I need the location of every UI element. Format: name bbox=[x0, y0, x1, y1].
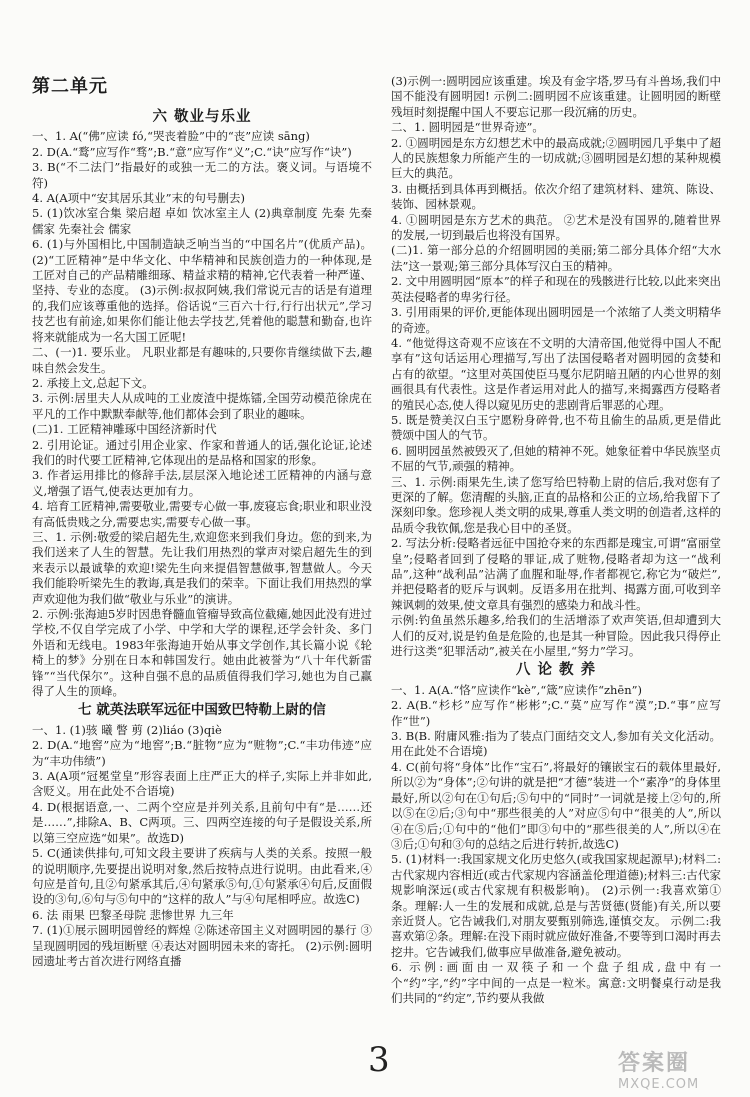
answer-line: 4. C(前句将“身体”比作“宝石”,将最好的镶嵌宝石的载体里最好,所以②为“身体”;②句讲的就是把“才德”装进一个“素净”的身体里最好,所以②句在①句后;⑤句中的“同时”一词就是接上②句的,所以⑤在②后;③句中“那些很美的人”对应⑤句中“很美的人”,所以④在⑤后;①句中的“他们”即③句中的“那些很美的人”,所以④在③后;①句和③句的总结之后进行转折,故选C) bbox=[391, 759, 721, 851]
answer-line: 3. 由概括到具体再到概括。依次介绍了建筑材料、建筑、陈设、装饰、园林景观。 bbox=[391, 181, 721, 212]
answer-line: 3. A(A项“冠冕堂皇”形容表面上庄严正大的样子,实际上并非如此,含贬义。用在此处不合语境) bbox=[32, 769, 372, 799]
answer-line: 4. 培育工匠精神,需要敬业,需要专心做一事,废寝忘食;职业和职业没有高低贵贱之分,需要忠实,需要专心做一事。 bbox=[32, 499, 372, 529]
answer-line: 7. (1)①展示圆明园曾经的辉煌 ②陈述帝国主义对圆明园的暴行 ③呈现圆明园的残垣断壁 ④表达对圆明园未来的寄托。 (2)示例:圆明园遗址考古首次进行网络直播 bbox=[32, 923, 372, 968]
watermark-logo bbox=[618, 1046, 728, 1092]
answer-line: 2. 文中用圆明园“原本”的样子和现在的残骸进行比较,以此来突出英法侵略者的卑劣行径。 bbox=[391, 274, 721, 304]
answer-line: 2. A(B.“杉杉”应写作“彬彬”;C.“莫”应写作“漠”;D.“事”应写作“世”) bbox=[391, 698, 721, 728]
answer-line: 2. D(A.“地窖”应为“地窖”;B.“脏物”应为“赃物”;C.“丰功伟迹”应为“丰功伟绩”) bbox=[32, 738, 372, 768]
unit-title: 第二单元 bbox=[32, 76, 108, 97]
right-column bbox=[391, 74, 721, 1006]
answer-line: 2. 承接上文,总起下文。 bbox=[32, 375, 154, 390]
answer-line: (二)1. 第一部分总的介绍圆明园的美丽;第二部分具体介绍“大水法”这一景观;第三部分具体写汉白玉的精神。 bbox=[391, 243, 721, 273]
answer-line: 一、1. A(A.“恪”应读作“kè”,“箴”应读作“zhēn”) bbox=[391, 682, 643, 697]
answer-line: 2. 写法分析:侵略者远征中国抢夺来的东西都是瑰宝,可谓“富丽堂皇”;侵略者回到了侵略的罪证,成了赃物,侵略者却为这一“战利品”,这种“战利品”沾满了血腥和耻辱,作者都视它,称它为“破烂”,并把侵略者的贬斥与讽刺。反语多用在批判、揭露方面,可收到辛辣讽刺的效果,使文章具有强烈的感染力和战斗性。 bbox=[391, 536, 721, 612]
left-column bbox=[32, 72, 372, 969]
answer-line: 2. 示例:张海迪5岁时因患脊髓血管瘤导致高位截瘫,她因此没有进过学校,不仅自学完成了小学、中学和大学的课程,还学会针灸、多门外语和无线电。1983年张海迪开始从事文学创作,其长篇小说《轮椅上的梦》分别在日本和韩国发行。她由此被誉为“八十年代新雷锋”“当代保尔”。这种自强不息的品质值得我们学习,她也为自己赢得了人生的顶峰。 bbox=[32, 607, 372, 699]
answer-line: 3. B(B. 附庸风雅:指为了装点门面结交文人,参加有关文化活动。用在此处不合语境) bbox=[391, 729, 721, 759]
watermark-url: MXQE.COM bbox=[618, 1077, 700, 1092]
answer-line: 3. 示例:居里夫人从成吨的工业废渣中提炼镭,全国劳动模范徐虎在平凡的工作中默默奉献等,他们都体会到了职业的趣味。 bbox=[32, 391, 372, 421]
answer-line: 三、1. 示例:雨果先生,读了您写给巴特勒上尉的信后,我对您有了更深的了解。您清醒的头脑,正直的品格和公正的立场,给我留下了深刻印象。您珍视人类文明的成果,尊重人类文明的创造者,这样的品质令我钦佩,您是我心目中的圣贤。 bbox=[391, 474, 721, 535]
answer-line: 5. (1)材料一:我国家规文化历史悠久(或我国家规起源早);材料二:古代家规内容相近(或古代家规内容涵盖伦理道德);材料三:古代家规影响深远(或古代家规有积极影响)。 (2)示例一:我喜欢第①条。理解:人一生的发展和成就,总是与苦贤德(贤能)有关,所以要亲近贤人。它告诫我们,对朋友要甄别筛选,谨慎交友。 示例二:我喜欢第②条。理解:在没下雨时就应做好准备,不要等到口渴时再去挖井。它告诫我们,做事应早做准备,避免被动。 bbox=[391, 852, 721, 959]
section-title-7: 七 就英法联军远征中国致巴特勒上尉的信 bbox=[78, 702, 326, 719]
watermark-text: 答案圈 bbox=[618, 1051, 691, 1076]
section-title-8: 八 论 教 养 bbox=[515, 662, 597, 679]
answer-line: 三、1. 示例:敬爱的梁启超先生,欢迎您来到我们身边。您的到来,为我们送来了人生的智慧。先让我们用热烈的掌声对梁启超先生的到来表示以最诚挚的欢迎!梁先生向来提倡智慧做事,智慧做人。今天我们能聆听梁先生的教诲,真是我们的荣幸。下面让我们用热烈的掌声欢迎他为我们做“敬业与乐业”的演讲。 bbox=[32, 529, 372, 606]
answer-line: 5. 既是赞美汉白玉宁愿粉身碎骨,也不苟且偷生的品质,更是借此赞颂中国人的气节。 bbox=[391, 412, 721, 443]
answer-line: 4. A(A项中“安其居乐其业”末的句号删去) bbox=[32, 191, 245, 206]
answer-line: 5. (1)饮冰室合集 梁启超 卓如 饮冰室主人 (2)典章制度 先秦 先秦儒家 先秦社会 儒家 bbox=[32, 206, 372, 236]
answer-line: 二、(一)1. 要乐业。 凡职业都是有趣味的,只要你肯继续做下去,趣味自然会发生。 bbox=[32, 345, 372, 375]
answer-line: 示例:钓鱼虽然乐趣多,给我们的生活增添了欢声笑语,但却遭到大人们的反对,说是钓鱼是危险的,也是其一种冒险。因此我只得停止进行这类“犯罪活动”,被关在小屋里,“努力”学习。 bbox=[391, 613, 721, 659]
answer-line: 4. “他觉得这奇观不应该在不文明的大清帝国,他觉得中国人不配享有”这句话运用心理描写,写出了法国侵略者对圆明园的贪婪和占有的欲望。“这里对英国使臣马戛尔尼阴暗丑陋的内心世界的刻画很具有代表性。这是作者运用对此人的描写,来揭露西方侵略者的殖民心态,使人得以窥见历史的悲剧背后罪恶的心理。 bbox=[391, 335, 721, 412]
section-title-6: 六 敬业与乐业 bbox=[152, 109, 252, 125]
answer-line: 一、1. A(“佛”应读 fó,“哭丧着脸”中的“丧”应读 sāng) bbox=[32, 129, 310, 144]
answer-line: 2. 引用论证。通过引用企业家、作家和普通人的话,强化论证,论述我们的时代要工匠精神,它体现出的是品格和国家的形象。 bbox=[32, 437, 372, 467]
answer-line: 6. 圆明园虽然被毁灭了,但她的精神不死。她象征着中华民族坚贞不屈的气节,顽强的精神。 bbox=[391, 443, 721, 474]
answer-line: 6. 法 雨果 巴黎圣母院 悲惨世界 九三年 bbox=[32, 907, 234, 922]
answer-line: 6. 示例:画面由一双筷子和一个盘子组成,盘中有一个“约”字,“约”字中间的一点是一粒米。寓意:文明餐桌行动是我们共同的“约定”,节约要从我做 bbox=[391, 960, 721, 1005]
answer-line: 2. ①圆明园是东方幻想艺术中的最高成就;②圆明园几乎集中了超人的民族想象力所能产生的一切成就;③圆明园是幻想的某种规模巨大的典范。 bbox=[391, 135, 721, 181]
answer-line: (二)1. 工匠精神雕琢中国经济新时代 bbox=[32, 422, 217, 437]
answer-line: (3)示例一:圆明园应该重建。埃及有金字塔,罗马有斗兽场,我们中国不能没有圆明园! 示例二:圆明园不应该重建。让圆明园的断壁残垣时刻提醒中国人不要忘记那一段沉痛的历史。 bbox=[391, 74, 721, 119]
answer-line: 6. (1)与外国相比,中国制造缺乏响当当的“中国名片”(优质产品)。 (2)“工匠精神”是中华文化、中华精神和民族创造力的一种体现,是工匠对自己的产品精雕细琢、精益求精的精神,它代表着一种严谨、坚持、专业的态度。 (3)示例:叔叔阿姨,我们常说元吉的话是有道理的,我们应该尊重他的选择。俗话说“三百六十行,行行出状元”,学习技艺也有前途,如果你们能让他去学技艺,凭着他的聪慧和勤奋,也许将来就能成为一名大国工匠呢! bbox=[32, 237, 372, 344]
answer-line: 二、1. 圆明园是“世界奇迹”。 bbox=[391, 120, 544, 135]
page-number: 3 bbox=[368, 1040, 390, 1080]
answer-line: 5. C(通读供排句,可知文段主要讲了疾病与人类的关系。按照一般的说明顺序,先要提出说明对象,然后按特点进行说明。由此看来,④句应是首句,且②句紧承其后,④句紧承⑤句,①句紧承④句后,反面假设的③句,⑥句与⑤句中的“这样的敌人”与④句尾相呼应。故选C) bbox=[32, 846, 372, 907]
answer-line: 3. 引用雨果的评价,更能体现出圆明园是一个浓缩了人类文明精华的奇迹。 bbox=[391, 305, 721, 335]
answer-line: 3. 作者运用排比的修辞手法,层层深入地论述工匠精神的内涵与意义,增强了语气,使表达更加有力。 bbox=[32, 468, 372, 498]
answer-line: 2. D(A.“鹜”应写作“骛”;B.“意”应写作“义”;C.“诀”应写作“诀”) bbox=[32, 144, 352, 159]
answer-line: 4. ①圆明园是东方艺术的典范。 ②艺术是没有国界的,随着世界的发展,一切到最后也将没有国界。 bbox=[391, 212, 721, 243]
answer-line: 3. B(“不二法门”指最好的或独一无二的方法。褒义词。与语境不符) bbox=[32, 160, 372, 190]
answer-line: 一、1. (1)骇 曦 瞥 剪 (2)liáo (3)qiè bbox=[32, 722, 222, 737]
answer-line: 4. D(根据语意,一、二两个空应是并列关系,且前句中有“是……还是……”,排除A、B、C两项。三、四两空连接的句子是假设关系,所以第三空应选“如果”。故选D) bbox=[32, 799, 372, 845]
